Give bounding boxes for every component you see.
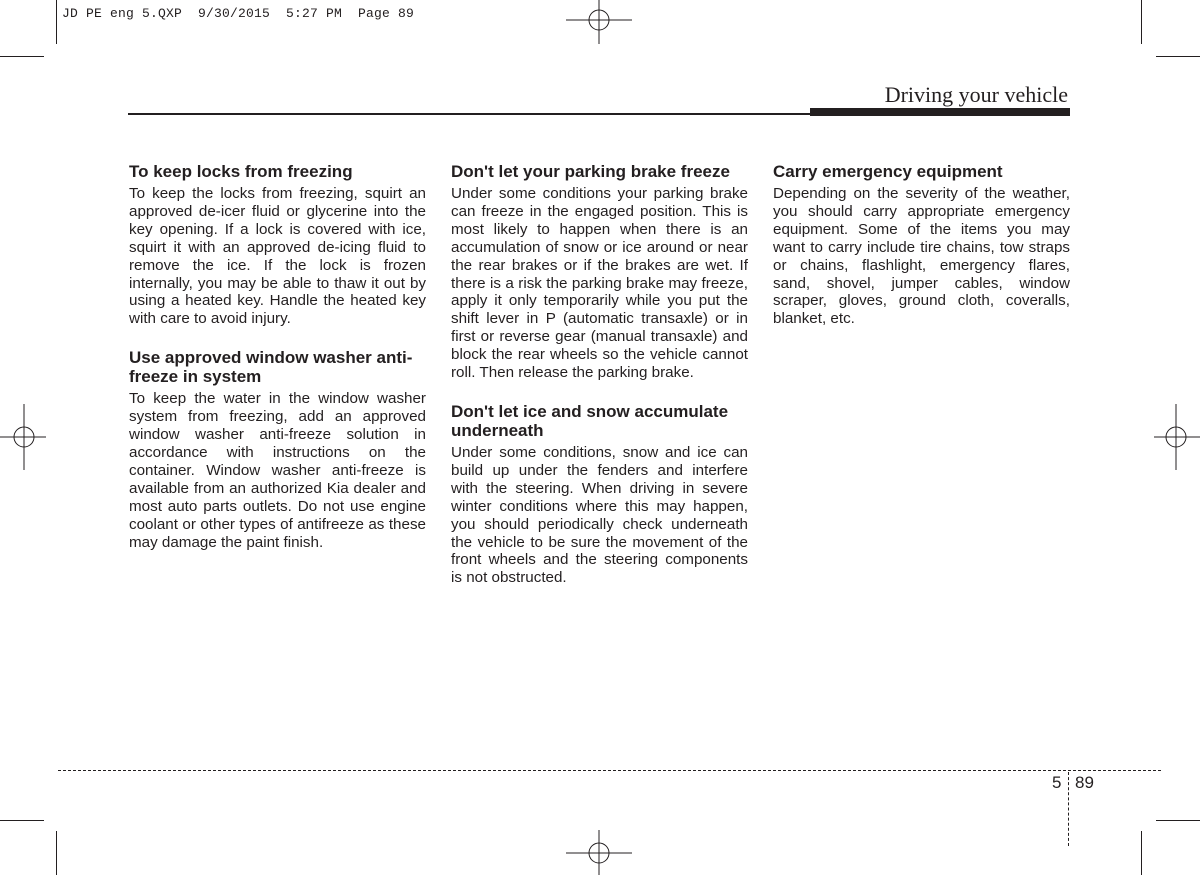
column-right [773, 162, 1070, 348]
page-number: 89 [1075, 773, 1094, 792]
section-heading: To keep locks from freezing [129, 162, 353, 181]
footer-dashed-rule [58, 770, 1161, 771]
section [451, 162, 748, 382]
crop-mark-top-left-h [0, 56, 44, 57]
registration-mark-bottom [566, 826, 632, 875]
section-heading: Don't let your parking brake freeze [451, 162, 730, 181]
section [129, 348, 426, 551]
section [129, 162, 426, 328]
section-number: 5 [1052, 773, 1062, 792]
crop-mark-bottom-left-h [0, 820, 44, 821]
crop-mark-top-right-v [1141, 0, 1142, 44]
crop-mark-top-left-v [56, 0, 57, 44]
print-slug: JD PE eng 5.QXP 9/30/2015 5:27 PM Page 89 [62, 6, 415, 21]
section [773, 162, 1070, 328]
section [451, 402, 748, 587]
crop-mark-bottom-right-h [1156, 820, 1200, 821]
section-heading: Carry emergency equipment [773, 162, 1003, 181]
registration-mark-right [1154, 404, 1200, 470]
section-body: Depending on the severity of the weather, you should carry appropriate emergency equipment. Some of the items you may want to carry include tire chains, tow straps or chains, flashlight, emergency flares, sand, shovel, jumper cables, window scraper, gloves, ground cloth, coveralls, blanket, etc. [773, 185, 1070, 328]
header-rule-thick [810, 108, 1070, 116]
chapter-title: Driving your vehicle [884, 82, 1068, 107]
section-heading: Use approved window washer anti-freeze in system [129, 348, 413, 387]
column-left [129, 162, 426, 571]
header-rule-thin [128, 113, 812, 115]
section-body: To keep the water in the window washer system from freezing, add an approved window washer anti-freeze solution in accordance with instructions on the container. Window washer anti-freeze is available from an authorized Kia dealer and most auto parts outlets. Do not use engine coolant or other types of antifreeze as these may damage the paint finish. [129, 390, 426, 551]
section-body: To keep the locks from freezing, squirt an approved de-icer fluid or glycerine into the key opening. If a lock is covered with ice, squirt it with an approved de-icing fluid to remove the ice. If the lock is frozen internally, you may be able to thaw it out by using a heated key. Handle the heated key with care to avoid injury. [129, 185, 426, 328]
crop-mark-bottom-right-v [1141, 831, 1142, 875]
section-body: Under some conditions, snow and ice can build up under the fenders and interfere with the steering. When driving in severe winter conditions where this may happen, you should periodically check underneath the vehicle to be sure the movement of the front wheels and the steering components is not obstructed. [451, 443, 748, 587]
footer-dashed-divider [1068, 772, 1069, 846]
column-middle [451, 162, 748, 607]
registration-mark-left [0, 404, 46, 470]
crop-mark-bottom-left-v [56, 831, 57, 875]
crop-mark-top-right-h [1156, 56, 1200, 57]
section-body: Under some conditions your parking brake can freeze in the engaged position. This is most likely to happen when there is an accumulation of snow or ice around or near the rear brakes or if the brakes are wet. If there is a risk the parking brake may freeze, apply it only temporarily while you put the shift lever in P (automatic transaxle) or in first or reverse gear (manual transaxle) and block the rear wheels so the vehicle cannot roll. Then release the parking brake. [451, 185, 748, 382]
section-heading: Don't let ice and snow accumulate underneath [451, 401, 729, 440]
registration-mark-top [566, 0, 632, 50]
